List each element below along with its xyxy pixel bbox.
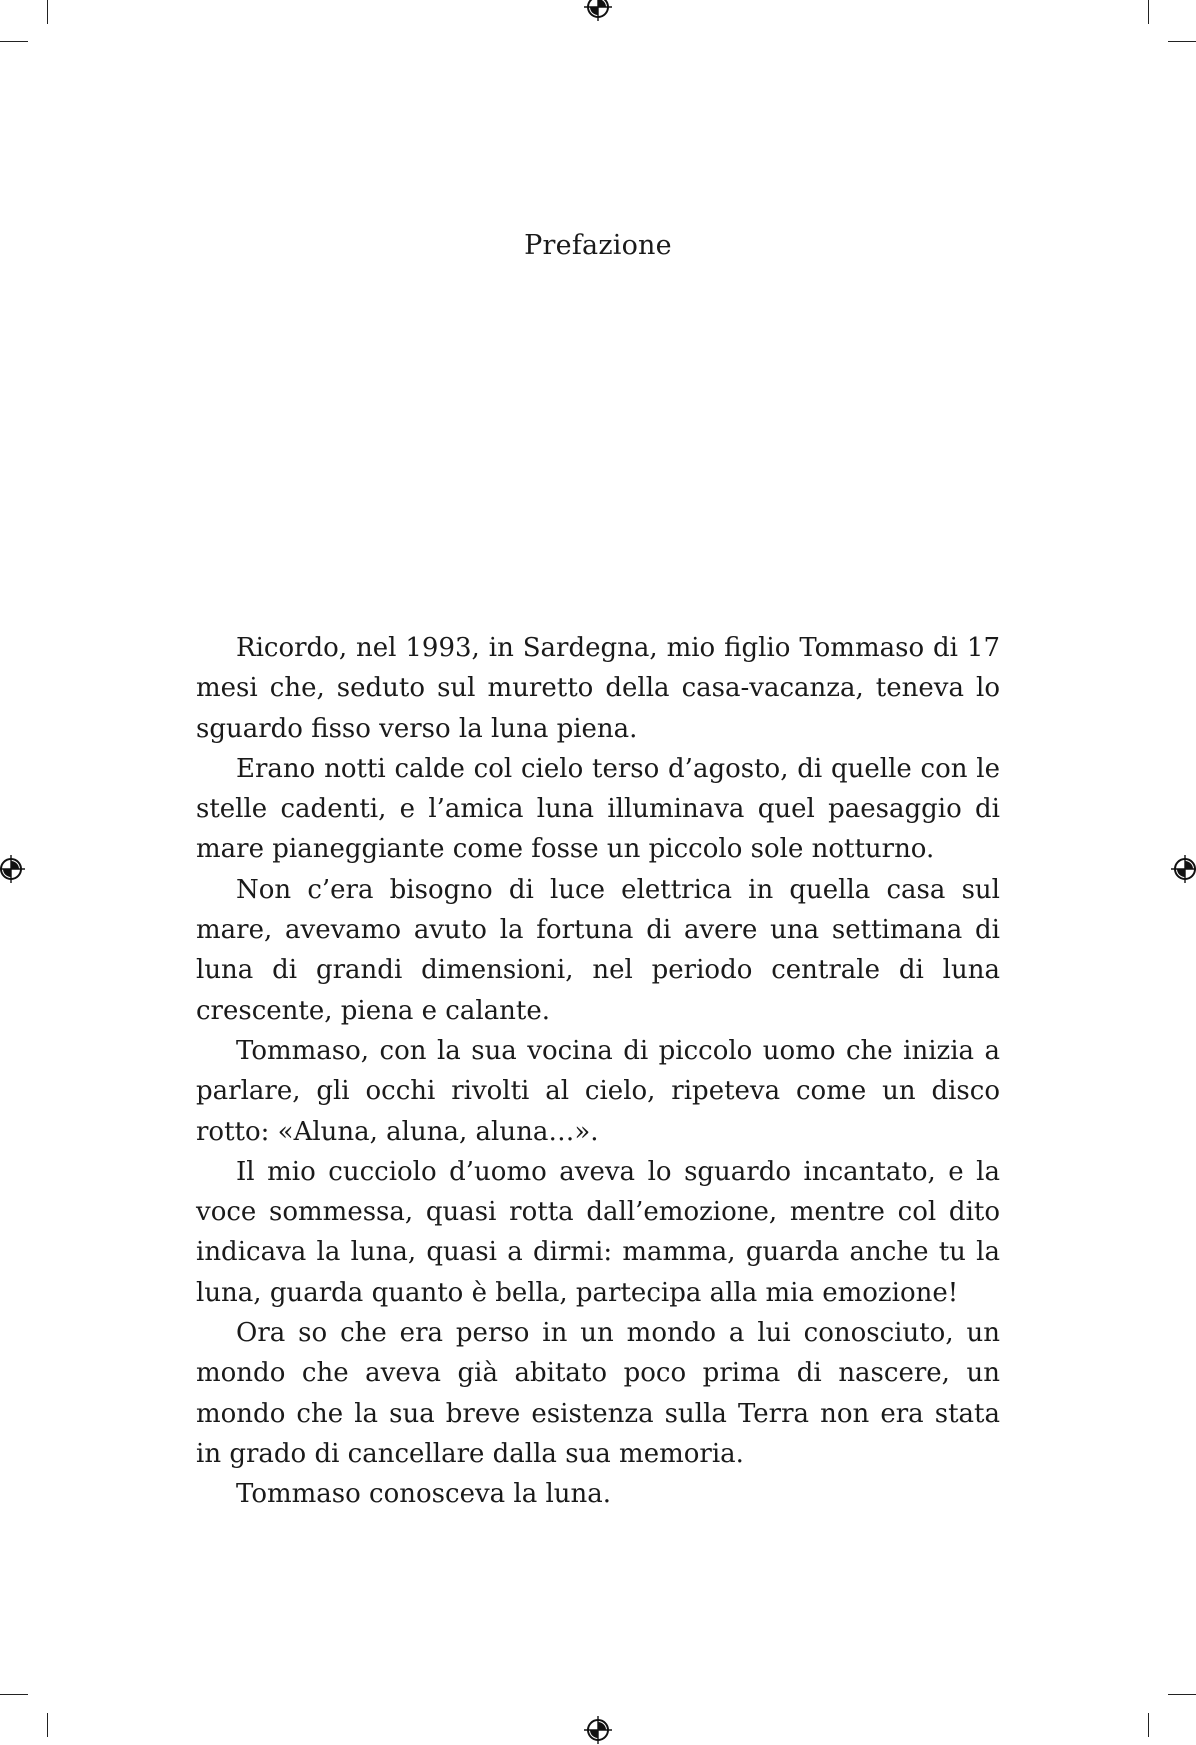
- paragraph: Ora so che era perso in un mondo a lui conosciuto, un mondo che aveva già abitato poco prima di nascere, un mondo che la sua breve esistenza sulla Terra non era stata in grado di cancellare dalla sua memoria.: [196, 1318, 1000, 1469]
- crop-mark-bottom-left-horizontal: [0, 1694, 28, 1695]
- paragraph: Tommaso conosceva la luna.: [236, 1479, 612, 1510]
- crop-mark-top-right-horizontal: [1168, 41, 1196, 42]
- crop-mark-bottom-right-vertical: [1148, 1713, 1149, 1737]
- registration-target-icon: [583, 0, 613, 22]
- paragraph: Tommaso, con la sua vocina di piccolo uomo che inizia a parlare, gli occhi rivolti al cielo, ripeteva come un disco rotto: «Aluna, aluna, aluna…».: [196, 1035, 1000, 1147]
- paragraph: Erano notti calde col cielo terso d’agosto, di quelle con le stelle cadenti, e l’amica luna illuminava quel paesaggio di mare pianeggiante come fosse un piccolo sole notturno.: [196, 753, 1000, 865]
- crop-mark-bottom-left-vertical: [47, 1713, 48, 1737]
- body-text: [196, 628, 1000, 1515]
- registration-target-icon: [0, 854, 26, 884]
- crop-mark-top-right-vertical: [1148, 0, 1149, 24]
- paragraph: Il mio cucciolo d’uomo aveva lo sguardo incantato, e la voce sommessa, quasi rotta dall’emozione, mentre col dito indicava la luna, quasi a dirmi: mamma, guarda anche tu la luna, guarda quanto è bella, partecipa alla mia emozione!: [196, 1156, 1000, 1308]
- crop-mark-top-left-horizontal: [0, 41, 28, 42]
- registration-target-icon: [583, 1715, 613, 1745]
- paragraph: Ricordo, nel 1993, in Sardegna, mio figlio Tommaso di 17 mesi che, seduto sul muretto della casa-vacanza, teneva lo sguardo fisso verso la luna piena.: [196, 633, 1000, 744]
- crop-mark-bottom-right-horizontal: [1168, 1694, 1196, 1695]
- registration-target-icon: [1170, 854, 1196, 884]
- crop-mark-top-left-vertical: [47, 0, 48, 24]
- paragraph: Non c’era bisogno di luce elettrica in quella casa sul mare, avevamo avuto la fortuna di avere una settimana di luna di grandi dimensioni, nel periodo centrale di luna crescente, piena e calante.: [196, 874, 1000, 1026]
- chapter-title: Prefazione: [524, 230, 672, 261]
